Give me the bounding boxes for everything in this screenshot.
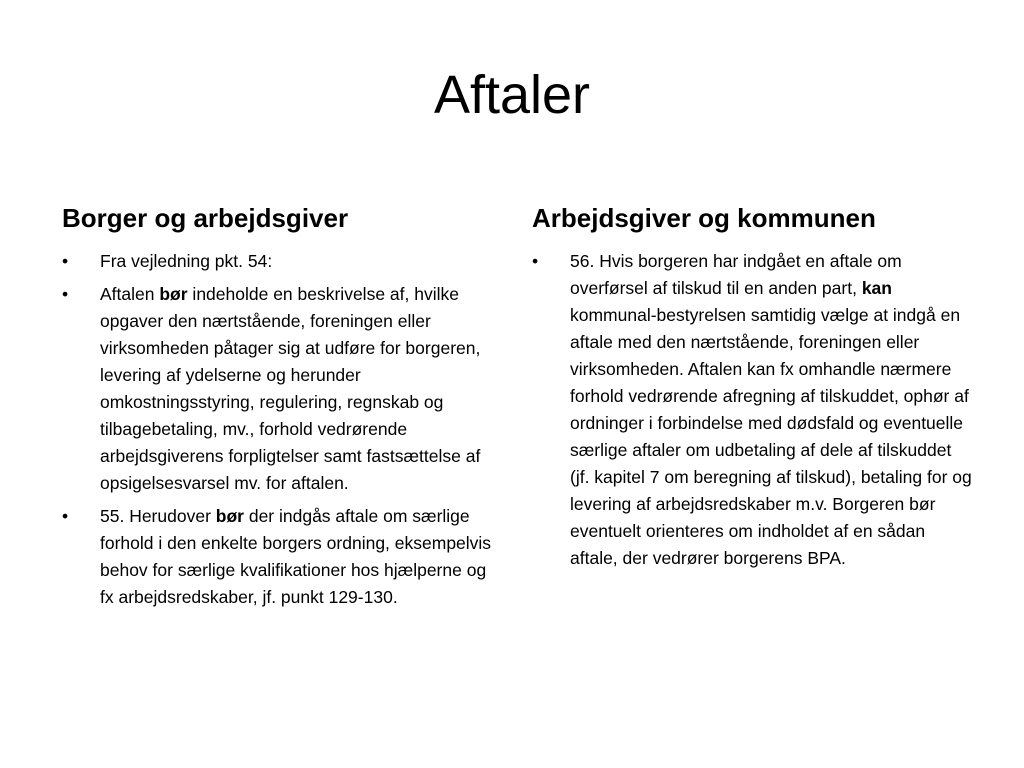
list-item — [532, 248, 972, 572]
bullet-icon: • — [62, 506, 69, 526]
bullet-text-start: 55. Herudover — [100, 506, 216, 526]
list-item — [62, 503, 502, 611]
left-column — [62, 200, 502, 617]
bullet-icon: • — [532, 251, 539, 271]
list-item — [62, 281, 502, 497]
list-item — [62, 248, 502, 275]
bullet-icon: • — [62, 251, 69, 271]
bullet-text-rest: kommunal-bestyrelsen samtidig vælge at indgå en aftale med den nærtstående, foreningen eller virksomheden. Aftalen kan fx omhandle nærmere forhold vedrørende afregning af tilskuddet, ophør af ordninger i forbindelse med dødsfald og eventuelle særlige aftaler om udbetaling af dele af tilskuddet (jf. kapitel 7 om beregning af tilskud), betaling for og levering af arbejdsredskaber m.v. Borgeren bør eventuelt orienteres om indholdet af en sådan aftale, der vedrører borgerens BPA. — [570, 305, 972, 568]
bullet-text-rest: indeholde en beskrivelse af, hvilke opgaver den nærtstående, foreningen eller virksomheden påtager sig at udføre for borgeren, levering af ydelserne og herunder omkostningsstyring, regulering, regnskab og tilbagebetaling, mv., forhold vedrørende arbejdsgiverens forpligtelser samt fastsættelse af opsigelsesvarsel mv. for aftalen. — [100, 284, 481, 493]
bullet-text-emphasis: bør — [159, 284, 188, 304]
left-bullet-list — [62, 248, 502, 611]
bullet-text-emphasis: kan — [861, 278, 892, 298]
slide-title: Aftaler — [433, 65, 591, 125]
bullet-text-emphasis: bør — [215, 506, 244, 526]
left-column-heading: Borger og arbejdsgiver — [62, 203, 349, 233]
bullet-icon: • — [62, 284, 69, 304]
bullet-text-start: Aftalen — [100, 284, 160, 304]
bullet-text-start: 56. Hvis borgeren har indgået en aftale om overførsel af tilskud til en anden part, — [570, 251, 902, 298]
right-column — [532, 200, 972, 578]
right-bullet-list — [532, 248, 972, 572]
bullet-text-rest: der indgås aftale om særlige forhold i den enkelte borgers ordning, eksempelvis behov for særlige kvalifikationer hos hjælperne og fx arbejdsredskaber, jf. punkt 129-130. — [100, 506, 492, 607]
right-column-heading: Arbejdsgiver og kommunen — [532, 203, 876, 233]
bullet-text: Fra vejledning pkt. 54: — [100, 251, 273, 271]
